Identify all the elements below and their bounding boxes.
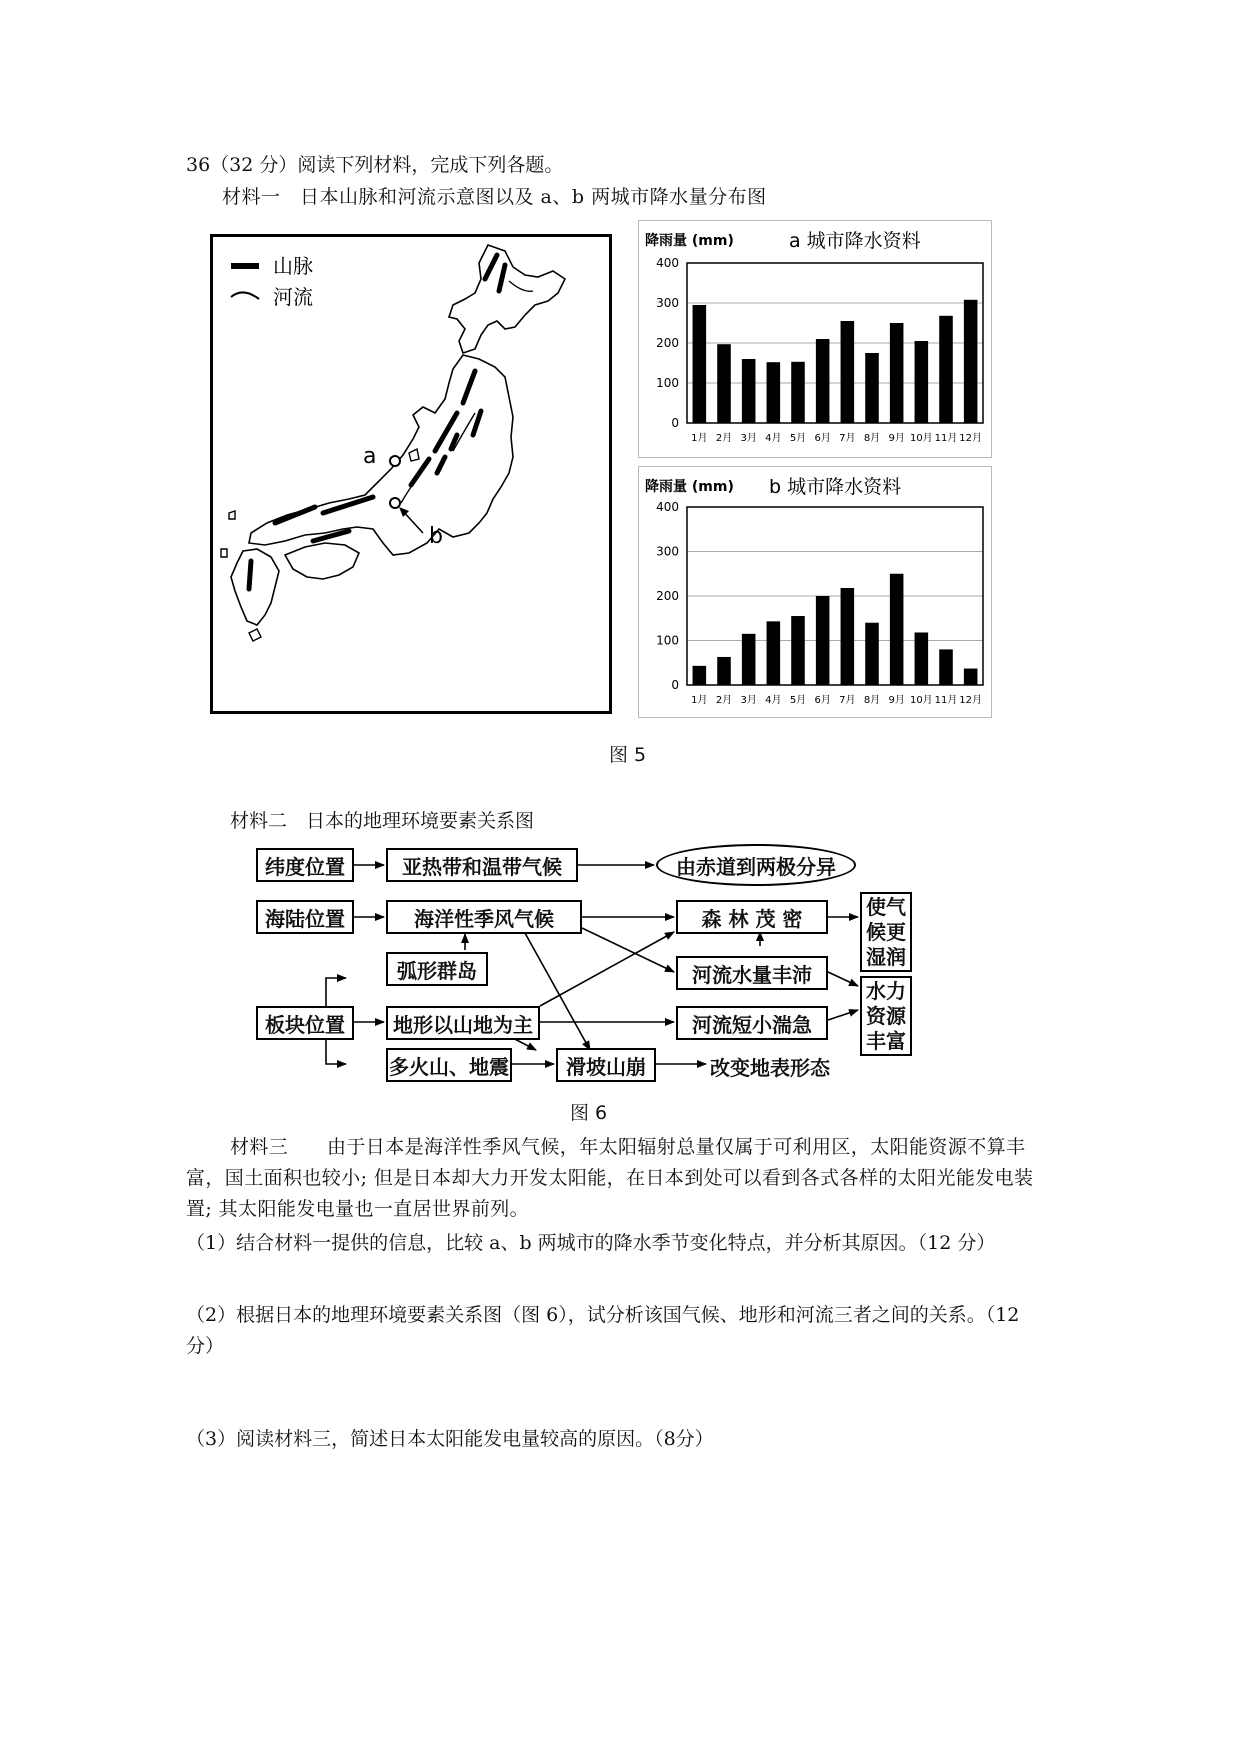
question-1: （1）结合材料一提供的信息，比较 a、b 两城市的降水季节变化特点，并分析其原因。（12 分） — [186, 1232, 996, 1254]
bar-7月 — [841, 321, 855, 423]
bar-8月 — [865, 353, 879, 423]
node-latitude: 纬度位置 — [256, 848, 354, 882]
bar-5月 — [791, 616, 805, 685]
legend-river-label: 河流 — [273, 285, 313, 309]
honshu-outline — [249, 355, 513, 555]
x-tick-label: 6月 — [814, 695, 831, 706]
bar-12月 — [964, 669, 978, 685]
y-tick-label: 100 — [656, 376, 679, 390]
node-riverflow: 河流水量丰沛 — [676, 956, 828, 990]
x-tick-label: 6月 — [814, 433, 831, 444]
shikoku-outline — [285, 543, 359, 579]
node-humid: 使气候更湿润 — [860, 892, 912, 972]
bar-8月 — [865, 623, 879, 685]
x-tick-label: 10月 — [909, 695, 933, 706]
bar-12月 — [964, 300, 978, 423]
x-tick-label: 2月 — [715, 695, 733, 706]
y-tick-label: 200 — [656, 589, 679, 603]
node-landsea: 海陆位置 — [256, 900, 354, 934]
bar-6月 — [816, 339, 830, 423]
y-tick-label: 300 — [656, 296, 679, 310]
city-b-label: b — [429, 524, 443, 549]
bar-10月 — [915, 632, 929, 685]
node-surface: 改变地表形态 — [710, 1056, 830, 1080]
node-plate: 板块位置 — [256, 1006, 354, 1040]
x-tick-label: 12月 — [959, 433, 983, 444]
node-equator: 由赤道到两极分异 — [656, 844, 856, 886]
node-arc: 弧形群岛 — [386, 952, 488, 986]
y-tick-label: 200 — [656, 336, 679, 350]
x-tick-label: 8月 — [863, 433, 881, 444]
bar-2月 — [717, 344, 731, 423]
node-mountain: 地形以山地为主 — [386, 1006, 540, 1040]
x-tick-label: 11月 — [934, 433, 958, 444]
x-tick-label: 8月 — [863, 695, 881, 706]
x-tick-label: 3月 — [740, 695, 757, 706]
chart-a-box — [638, 220, 992, 458]
relation-diagram — [250, 838, 930, 1088]
hokkaido-outline — [449, 245, 565, 353]
japan-map — [210, 234, 612, 714]
x-tick-label: 4月 — [765, 433, 782, 444]
kyushu-outline — [231, 549, 279, 625]
fig6-caption: 图 6 — [570, 1102, 608, 1124]
japan-map-svg — [213, 237, 609, 711]
bar-9月 — [890, 323, 904, 423]
y-tick-label: 400 — [656, 500, 679, 514]
y-tick-label: 300 — [656, 544, 679, 559]
node-subtropical: 亚热带和温带气候 — [386, 848, 578, 882]
chart-ylabel: 降雨量 (mm) — [645, 233, 734, 249]
node-forest: 森 林 茂 密 — [676, 900, 828, 934]
bar-3月 — [742, 634, 756, 685]
question-2: （2）根据日本的地理环境要素关系图（图 6），试分析该国气候、地形和河流三者之间的关系。（12 分） — [186, 1304, 1020, 1357]
bar-4月 — [767, 621, 781, 685]
bar-6月 — [816, 596, 830, 685]
y-tick-label: 0 — [671, 678, 679, 692]
x-tick-label: 11月 — [934, 695, 958, 706]
x-tick-label: 12月 — [959, 695, 983, 706]
bar-2月 — [717, 657, 731, 685]
question-header: 36（32 分）阅读下列材料，完成下列各题。 — [186, 154, 564, 176]
x-tick-label: 3月 — [740, 433, 757, 444]
x-tick-label: 7月 — [839, 433, 856, 444]
bar-1月 — [693, 666, 707, 685]
city-a-marker — [390, 456, 400, 466]
question-3: （3）阅读材料三，简述日本太阳能发电量较高的原因。（8分） — [186, 1428, 714, 1450]
x-tick-label: 9月 — [888, 695, 905, 706]
material2-title: 材料二 日本的地理环境要素关系图 — [230, 810, 535, 832]
bar-7月 — [841, 588, 855, 685]
bar-3月 — [742, 359, 756, 423]
legend-mountain-label: 山脉 — [273, 254, 313, 278]
x-tick-label: 5月 — [789, 433, 807, 444]
bar-11月 — [939, 316, 953, 423]
material1-title: 材料一 日本山脉和河流示意图以及 a、b 两城市降水量分布图 — [222, 186, 767, 208]
bar-4月 — [767, 362, 781, 423]
y-tick-label: 400 — [656, 256, 679, 270]
node-volcano: 多火山、地震 — [386, 1048, 512, 1082]
bar-11月 — [939, 649, 953, 685]
chart-ylabel: 降雨量 (mm) — [645, 479, 734, 495]
city-b-marker — [390, 498, 400, 508]
bar-5月 — [791, 362, 805, 423]
legend-river-symbol — [231, 292, 259, 299]
chart-b-box — [638, 466, 992, 718]
node-hydro: 水力资源丰富 — [860, 976, 912, 1056]
x-tick-label: 2月 — [715, 433, 733, 444]
material3-text: 材料三 由于日本是海洋性季风气候，年太阳辐射总量仅属于可利用区，太阳能资源不算丰富，国土面积也较小; 但是日本却大力开发太阳能，在日本到处可以看到各式各样的太阳光能发电装置; 其太阳能发电量也一直居世界前列。 — [186, 1136, 1034, 1220]
x-tick-label: 9月 — [888, 433, 905, 444]
bar-9月 — [890, 574, 904, 685]
bar-10月 — [915, 341, 929, 423]
x-tick-label: 7月 — [839, 695, 856, 706]
x-tick-label: 5月 — [789, 695, 807, 706]
bar-1月 — [693, 305, 707, 423]
chart-a — [639, 221, 991, 457]
city-a-label: a — [363, 444, 377, 469]
chart-b — [639, 467, 991, 717]
fig5-caption: 图 5 — [609, 744, 647, 766]
y-tick-label: 100 — [656, 633, 679, 648]
node-landslide: 滑坡山崩 — [556, 1048, 656, 1082]
chart-title: a 城市降水资料 — [789, 230, 921, 252]
x-tick-label: 4月 — [765, 695, 782, 706]
x-tick-label: 1月 — [691, 695, 708, 706]
y-tick-label: 0 — [671, 416, 679, 430]
node-rivershort: 河流短小湍急 — [676, 1006, 828, 1040]
node-monsoon: 海洋性季风气候 — [386, 900, 582, 934]
chart-title: b 城市降水资料 — [769, 476, 902, 498]
x-tick-label: 1月 — [691, 433, 708, 444]
x-tick-label: 10月 — [909, 433, 933, 444]
